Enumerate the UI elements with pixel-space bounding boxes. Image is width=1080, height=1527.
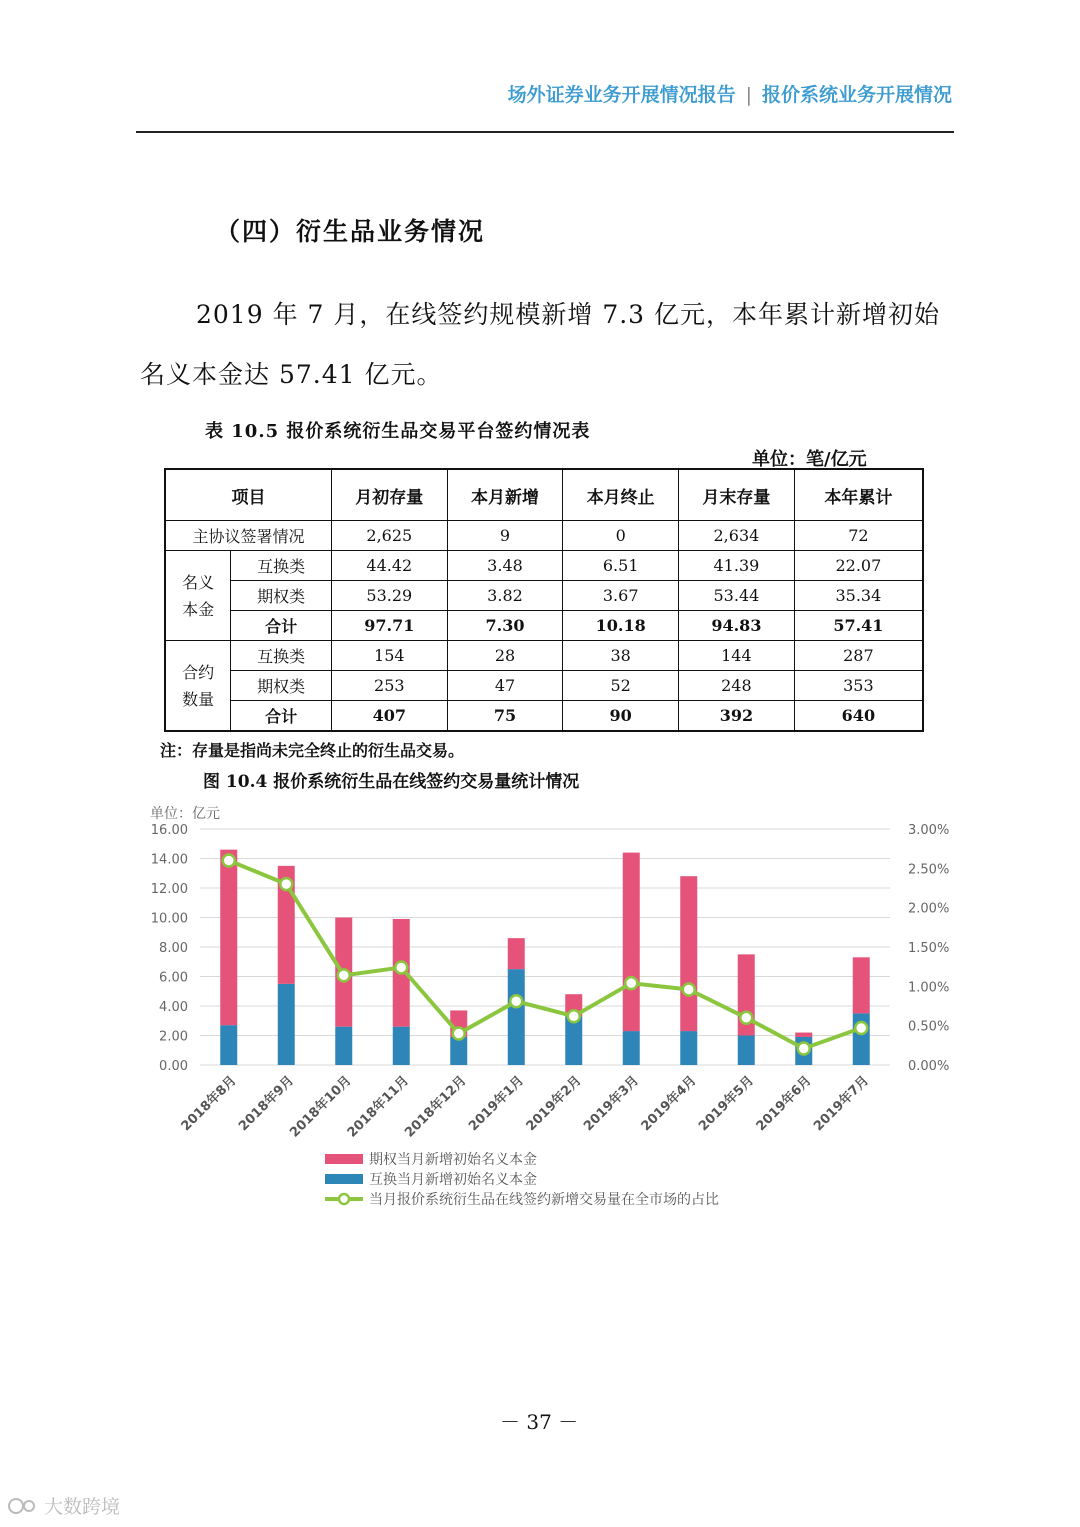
swap-bar bbox=[565, 1016, 582, 1065]
row-label: 期权类 bbox=[231, 671, 332, 701]
swap-bar bbox=[680, 1031, 697, 1065]
x-tick-label: 2018年8月 bbox=[178, 1073, 240, 1135]
row-label: 互换类 bbox=[231, 641, 332, 671]
table-header-row bbox=[165, 469, 923, 521]
row-label: 主协议签署情况 bbox=[165, 521, 331, 551]
table-cell: 144 bbox=[679, 641, 795, 671]
table-cell: 44.42 bbox=[331, 551, 447, 581]
table-row bbox=[165, 671, 923, 701]
y-right-tick-label: 1.00% bbox=[908, 980, 950, 996]
table-row bbox=[165, 551, 923, 581]
share-point bbox=[395, 961, 407, 973]
table-cell: 287 bbox=[794, 641, 923, 671]
x-tick-label: 2019年3月 bbox=[581, 1073, 643, 1135]
y-right-tick-label: 0.50% bbox=[908, 1019, 950, 1035]
option-bar bbox=[220, 850, 237, 1026]
y-left-tick-label: 0.00 bbox=[159, 1059, 188, 1074]
table-header-cell: 本月终止 bbox=[563, 469, 679, 521]
y-left-tick-label: 14.00 bbox=[150, 852, 188, 868]
y-right-tick-label: 2.50% bbox=[908, 862, 950, 878]
table-header-cell: 月初存量 bbox=[331, 469, 447, 521]
y-right-tick-label: 1.50% bbox=[908, 941, 950, 956]
table-row bbox=[165, 581, 923, 611]
share-point bbox=[223, 854, 235, 866]
table-header-cell: 项目 bbox=[165, 469, 331, 521]
y-right-tick-label: 3.00% bbox=[908, 823, 950, 838]
table-row bbox=[165, 521, 923, 551]
share-point bbox=[280, 878, 292, 890]
x-tick-label: 2019年4月 bbox=[638, 1073, 700, 1135]
table-cell: 72 bbox=[794, 521, 923, 551]
table-cell: 53.29 bbox=[331, 581, 447, 611]
swap-bar bbox=[623, 1031, 640, 1065]
legend-swatch-option bbox=[325, 1154, 363, 1164]
table-cell: 3.82 bbox=[447, 581, 563, 611]
table-cell: 392 bbox=[679, 701, 795, 732]
section-heading: （四）衍生品业务情况 bbox=[215, 217, 486, 246]
table-cell: 3.48 bbox=[447, 551, 563, 581]
option-bar bbox=[623, 853, 640, 1031]
page-number: － 37 － bbox=[500, 1410, 579, 1434]
table-row bbox=[165, 611, 923, 641]
group-label: 合约 数量 bbox=[165, 641, 231, 732]
row-label: 合计 bbox=[231, 701, 332, 732]
option-bar bbox=[853, 957, 870, 1013]
x-tick-label: 2019年2月 bbox=[523, 1073, 585, 1135]
share-line bbox=[229, 860, 862, 1048]
watermark-logo-icon bbox=[8, 1496, 38, 1516]
figure-title: 图 10.4 报价系统衍生品在线签约交易量统计情况 bbox=[203, 772, 580, 792]
table-cell: 2,634 bbox=[679, 521, 795, 551]
table-title: 表 10.5 报价系统衍生品交易平台签约情况表 bbox=[205, 421, 591, 442]
table-row bbox=[165, 701, 923, 732]
table-header-cell: 本月新增 bbox=[447, 469, 563, 521]
table-cell: 38 bbox=[563, 641, 679, 671]
watermark-text: 大数跨境 bbox=[44, 1496, 121, 1518]
chart-unit-label: 单位：亿元 bbox=[150, 806, 220, 822]
option-bar bbox=[508, 938, 525, 969]
share-point bbox=[625, 977, 637, 989]
table-cell: 57.41 bbox=[794, 611, 923, 641]
share-point bbox=[338, 969, 350, 981]
table-cell: 90 bbox=[563, 701, 679, 732]
table-cell: 22.07 bbox=[794, 551, 923, 581]
legend-label-swap: 互换当月新增初始名义本金 bbox=[369, 1172, 537, 1188]
table-cell: 2,625 bbox=[331, 521, 447, 551]
table-cell: 353 bbox=[794, 671, 923, 701]
legend-label-share: 当月报价系统衍生品在线签约新增交易量在全市场的占比 bbox=[369, 1192, 719, 1208]
table-cell: 640 bbox=[794, 701, 923, 732]
table-cell: 47 bbox=[447, 671, 563, 701]
running-header bbox=[508, 80, 952, 107]
swap-bar bbox=[393, 1027, 410, 1065]
x-tick-label: 2019年5月 bbox=[696, 1073, 758, 1135]
x-tick-label: 2018年11月 bbox=[344, 1073, 413, 1141]
table-cell: 41.39 bbox=[679, 551, 795, 581]
legend-label-option: 期权当月新增初始名义本金 bbox=[369, 1152, 537, 1168]
share-point bbox=[683, 983, 695, 995]
y-left-tick-label: 8.00 bbox=[159, 941, 188, 956]
swap-bar bbox=[450, 1037, 467, 1065]
table-cell: 75 bbox=[447, 701, 563, 732]
row-label: 合计 bbox=[231, 611, 332, 641]
legend-swatch-swap bbox=[325, 1174, 363, 1184]
table-cell: 28 bbox=[447, 641, 563, 671]
y-left-tick-label: 10.00 bbox=[150, 911, 188, 927]
share-point bbox=[453, 1028, 465, 1040]
x-tick-label: 2019年6月 bbox=[753, 1073, 815, 1135]
table-cell: 248 bbox=[679, 671, 795, 701]
option-bar bbox=[680, 876, 697, 1031]
x-tick-label: 2018年9月 bbox=[236, 1073, 298, 1135]
share-point bbox=[568, 1010, 580, 1022]
table-header-cell: 月末存量 bbox=[679, 469, 795, 521]
table-cell: 35.34 bbox=[794, 581, 923, 611]
swap-bar bbox=[335, 1027, 352, 1065]
header-section-title: 报价系统业务开展情况 bbox=[761, 84, 952, 106]
y-right-tick-label: 0.00% bbox=[908, 1059, 950, 1074]
table-cell: 10.18 bbox=[563, 611, 679, 641]
body-paragraph-text: 2019 年 7 月，在线签约规模新增 7.3 亿元，本年累计新增初始名义本金达 57.41 亿元。 bbox=[140, 300, 941, 389]
x-tick-label: 2018年12月 bbox=[402, 1073, 470, 1141]
watermark bbox=[8, 1492, 120, 1519]
table-row bbox=[165, 641, 923, 671]
x-tick-label: 2018年10月 bbox=[287, 1073, 355, 1141]
share-point bbox=[740, 1012, 752, 1024]
swap-bar bbox=[508, 969, 525, 1065]
table-cell: 253 bbox=[331, 671, 447, 701]
header-separator: | bbox=[745, 84, 752, 106]
body-paragraph bbox=[140, 285, 955, 405]
table-unit: 单位：笔/亿元 bbox=[752, 449, 867, 470]
swap-bar bbox=[278, 984, 295, 1065]
y-left-tick-label: 6.00 bbox=[159, 970, 188, 986]
y-right-tick-label: 2.00% bbox=[908, 901, 950, 917]
table-cell: 94.83 bbox=[679, 611, 795, 641]
x-tick-label: 2019年1月 bbox=[466, 1073, 528, 1135]
table-header-cell: 本年累计 bbox=[794, 469, 923, 521]
table-cell: 3.67 bbox=[563, 581, 679, 611]
derivatives-chart bbox=[130, 800, 970, 1220]
table-note: 注：存量是指尚未完全终止的衍生品交易。 bbox=[160, 741, 465, 760]
option-bar bbox=[795, 1033, 812, 1037]
header-rule bbox=[136, 131, 954, 133]
x-tick-label: 2019年7月 bbox=[811, 1073, 873, 1135]
swap-bar bbox=[220, 1025, 237, 1065]
table-cell: 7.30 bbox=[447, 611, 563, 641]
header-report-title: 场外证券业务开展情况报告 bbox=[507, 84, 736, 106]
table-cell: 407 bbox=[331, 701, 447, 732]
table-cell: 0 bbox=[563, 521, 679, 551]
y-left-tick-label: 4.00 bbox=[159, 1000, 188, 1015]
share-point bbox=[798, 1042, 810, 1054]
legend-marker-share bbox=[339, 1194, 349, 1204]
row-label: 互换类 bbox=[231, 551, 332, 581]
share-point bbox=[510, 995, 522, 1007]
signing-table bbox=[164, 468, 924, 732]
y-left-tick-label: 16.00 bbox=[150, 823, 188, 838]
group-label: 名义 本金 bbox=[165, 551, 231, 641]
table-cell: 52 bbox=[563, 671, 679, 701]
table-cell: 9 bbox=[447, 521, 563, 551]
share-point bbox=[855, 1022, 867, 1034]
row-label: 期权类 bbox=[231, 581, 332, 611]
table-cell: 53.44 bbox=[679, 581, 795, 611]
table-cell: 154 bbox=[331, 641, 447, 671]
swap-bar bbox=[738, 1036, 755, 1066]
y-left-tick-label: 12.00 bbox=[150, 882, 188, 897]
table-cell: 6.51 bbox=[563, 551, 679, 581]
table-cell: 97.71 bbox=[331, 611, 447, 641]
y-left-tick-label: 2.00 bbox=[159, 1029, 188, 1045]
